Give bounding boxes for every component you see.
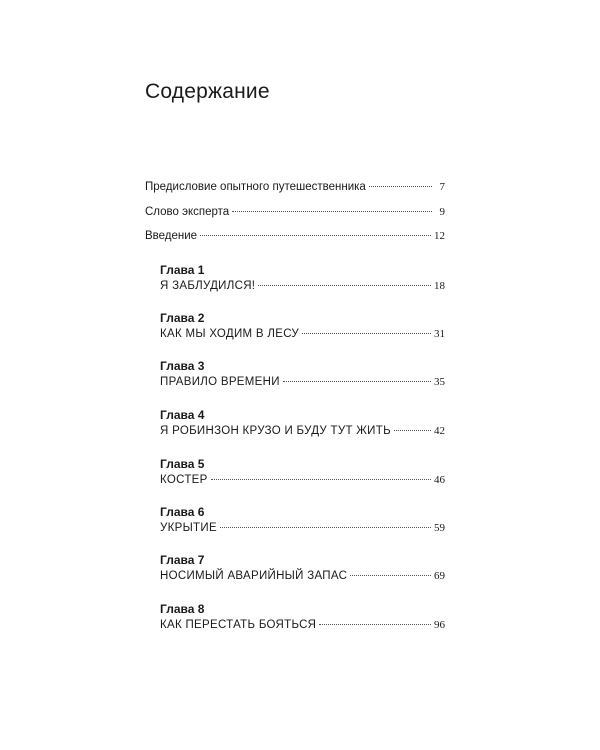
dotted-leader: [283, 381, 431, 382]
entry-title: Я РОБИНЗОН КРУЗО И БУДУ ТУТ ЖИТЬ: [160, 425, 391, 437]
dotted-leader: [369, 186, 432, 187]
page-number: 46: [434, 474, 445, 486]
entry-title: НОСИМЫЙ АВАРИЙНЫЙ ЗАПАС: [160, 570, 348, 582]
page-number: 18: [434, 280, 445, 292]
dotted-leader: [350, 575, 431, 576]
page-number: 31: [434, 328, 445, 340]
entry-title: Предисловие опытного путешественника: [145, 181, 366, 193]
entry-title: Я ЗАБЛУДИЛСЯ!: [160, 280, 256, 292]
page-number: 69: [434, 570, 445, 582]
chapter-label: Глава 7: [160, 553, 205, 567]
entry-title: КАК МЫ ХОДИМ В ЛЕСУ: [160, 328, 300, 340]
toc-entry-chapter-6: [160, 522, 445, 534]
chapter-label: Глава 6: [160, 505, 205, 519]
chapter-label: Глава 8: [160, 602, 205, 616]
page-number: 96: [434, 619, 445, 631]
toc-entry-chapter-2: [160, 328, 445, 340]
entry-title: Слово эксперта: [145, 206, 230, 218]
page-number: 59: [434, 522, 445, 534]
toc-entry-chapter-4: [160, 425, 445, 437]
dotted-leader: [232, 211, 432, 212]
page-number: 9: [439, 206, 445, 218]
entry-title: КОСТЕР: [160, 474, 208, 486]
dotted-leader: [200, 235, 431, 236]
toc-entry-chapter-1: [160, 280, 445, 292]
toc-entry-introduction: [145, 230, 445, 242]
toc-entry-chapter-3: [160, 376, 445, 388]
page-number: 35: [434, 376, 445, 388]
chapter-label: Глава 5: [160, 457, 205, 471]
entry-title: ПРАВИЛО ВРЕМЕНИ: [160, 376, 280, 388]
page-number: 7: [439, 181, 445, 193]
dotted-leader: [394, 430, 431, 431]
dotted-leader: [302, 333, 431, 334]
chapter-label: Глава 4: [160, 408, 205, 422]
toc-entry-chapter-5: [160, 474, 445, 486]
toc-entry-chapter-8: [160, 619, 445, 631]
dotted-leader: [220, 527, 431, 528]
entry-title: УКРЫТИЕ: [160, 522, 217, 534]
chapter-label: Глава 1: [160, 263, 205, 277]
toc-entry-preface: [145, 181, 445, 193]
page-title: Содержание: [145, 80, 270, 103]
dotted-leader: [258, 285, 431, 286]
toc-entry-expert-word: [145, 206, 445, 218]
page-number: 42: [434, 425, 445, 437]
dotted-leader: [319, 624, 431, 625]
entry-title: КАК ПЕРЕСТАТЬ БОЯТЬСЯ: [160, 619, 317, 631]
toc-entry-chapter-7: [160, 570, 445, 582]
page-number: 12: [434, 230, 445, 242]
dotted-leader: [211, 479, 431, 480]
chapter-label: Глава 2: [160, 311, 205, 325]
entry-title: Введение: [145, 230, 198, 242]
chapter-label: Глава 3: [160, 359, 205, 373]
